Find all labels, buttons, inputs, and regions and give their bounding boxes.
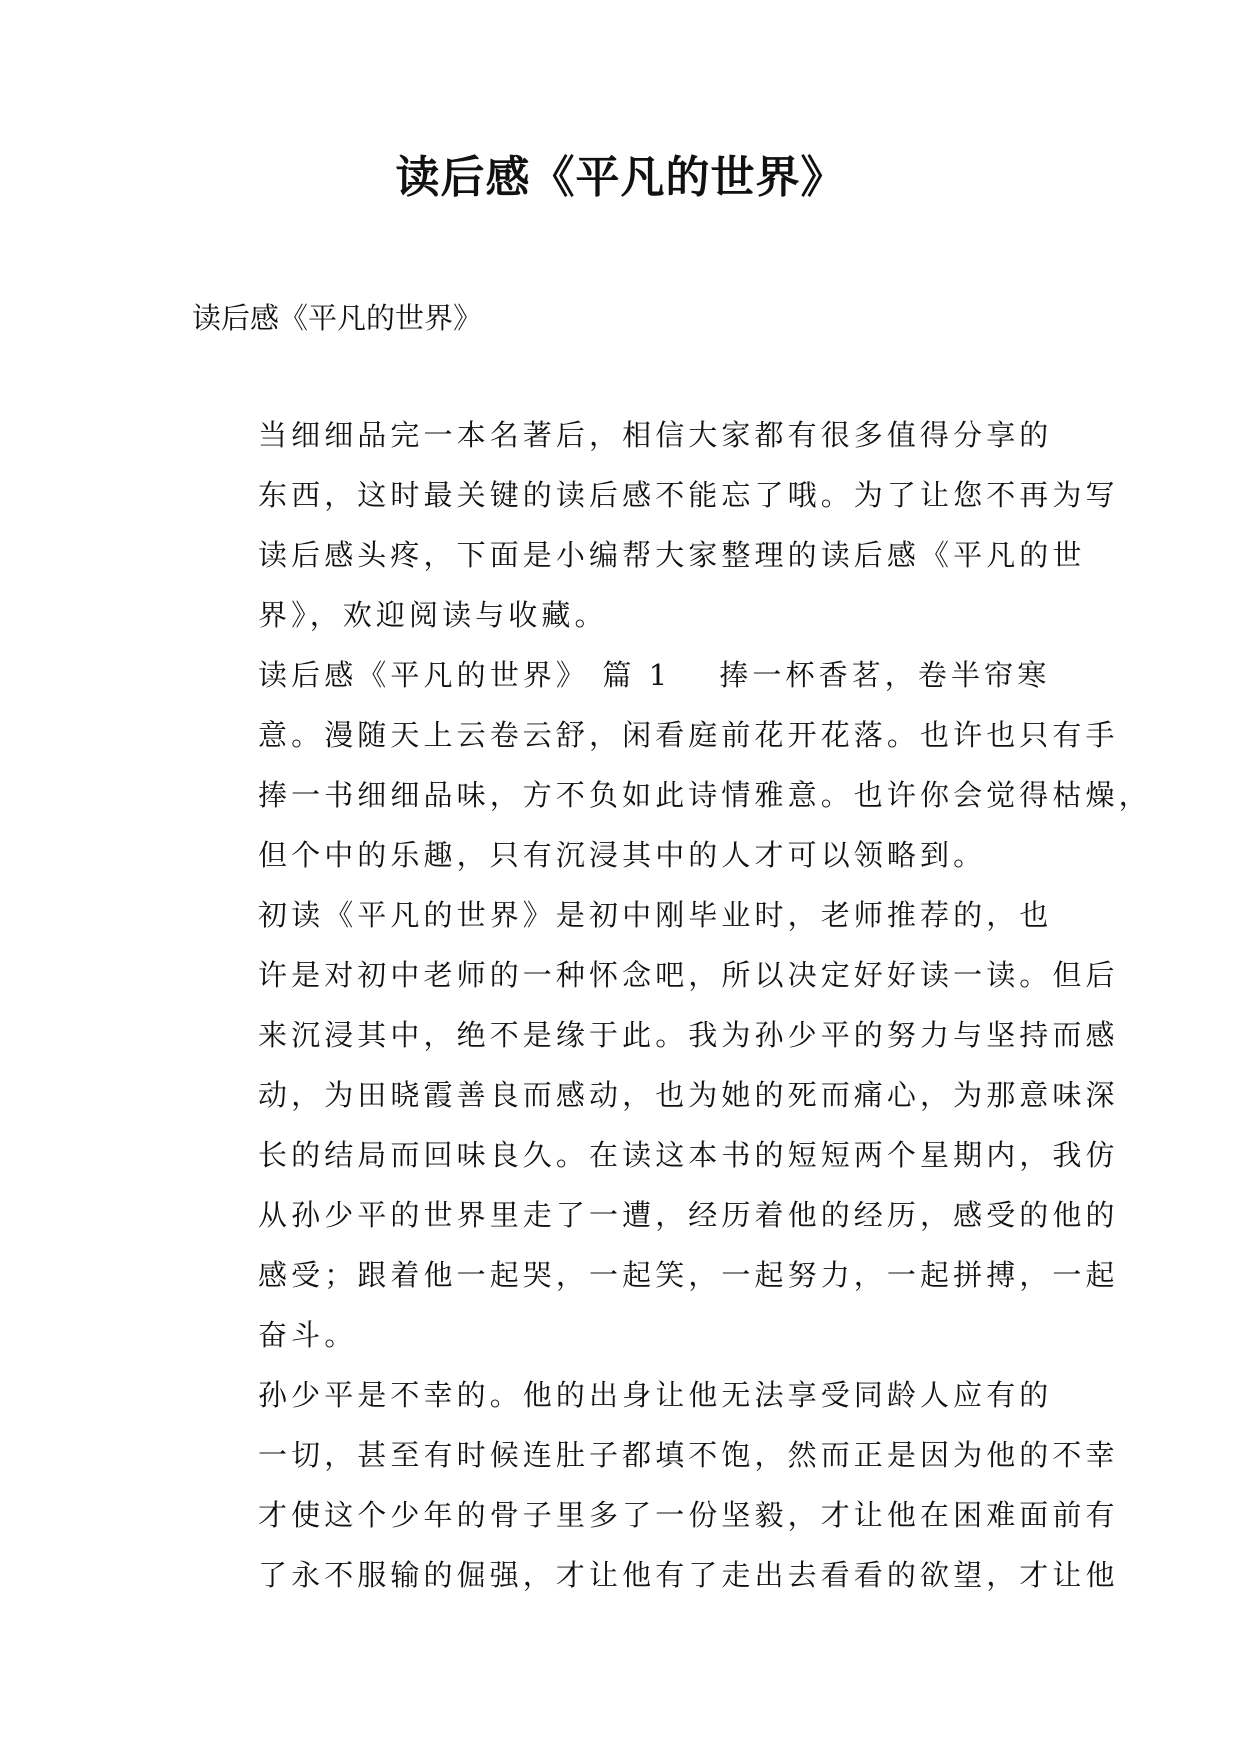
paragraph-first-reading — [192, 885, 1119, 1365]
text-line — [192, 645, 1052, 705]
text-line: 但个中的乐趣，只有沉浸其中的人才可以领略到。 — [258, 838, 987, 872]
paragraph-part-1 — [192, 645, 1152, 885]
text-line: 界》，欢迎阅读与收藏。 — [258, 598, 608, 632]
text-line: 孙少平是不幸的。他的出身让他无法享受同龄人应有的 — [258, 1378, 1053, 1412]
text-line: 奋斗。 — [258, 1318, 358, 1352]
section-heading: 读后感《平凡的世界》 篇 1 — [258, 658, 672, 692]
text-line: 来沉浸其中，绝不是缘于此。我为孙少平的努力与坚持而感 — [258, 1018, 1119, 1052]
text-run: 捧一杯香茗，卷半帘寒 — [719, 658, 1051, 692]
text-line: 感受；跟着他一起哭，一起笑，一起努力，一起拼搏，一起 — [258, 1258, 1119, 1292]
text-line: 从孙少平的世界里走了一遭，经历着他的经历，感受的他的 — [258, 1198, 1119, 1232]
text-line: 东西，这时最关键的读后感不能忘了哦。为了让您不再为写 — [258, 478, 1119, 512]
text-line: 当细细品完一本名著后，相信大家都有很多值得分享的 — [258, 418, 1053, 452]
paragraph-intro — [192, 405, 1119, 645]
text-line: 才使这个少年的骨子里多了一份坚毅，才让他在困难面前有 — [258, 1498, 1119, 1532]
text-line: 捧一书细细品味，方不负如此诗情雅意。也许你会觉得枯燥， — [258, 778, 1152, 812]
text-line: 初读《平凡的世界》是初中刚毕业时，老师推荐的，也 — [258, 898, 1053, 932]
document-title: 读后感《平凡的世界》 — [395, 152, 846, 203]
text-line: 意。漫随天上云卷云舒，闲看庭前花开花落。也许也只有手 — [258, 718, 1119, 752]
text-line: 读后感头疼，下面是小编帮大家整理的读后感《平凡的世 — [258, 538, 1086, 572]
paragraph-sun-shaoping — [192, 1365, 1119, 1605]
text-line: 许是对初中老师的一种怀念吧，所以决定好好读一读。但后 — [258, 958, 1119, 992]
text-line: 动，为田晓霞善良而感动，也为她的死而痛心，为那意味深 — [258, 1078, 1119, 1112]
text-line: 长的结局而回味良久。在读这本书的短短两个星期内，我仿 — [258, 1138, 1119, 1172]
document-subtitle: 读后感《平凡的世界》 — [192, 301, 483, 335]
document-body — [192, 405, 1152, 1605]
text-line: 了永不服输的倔强，才让他有了走出去看看的欲望，才让他 — [258, 1558, 1119, 1592]
text-line: 一切，甚至有时候连肚子都填不饱，然而正是因为他的不幸 — [258, 1438, 1119, 1472]
